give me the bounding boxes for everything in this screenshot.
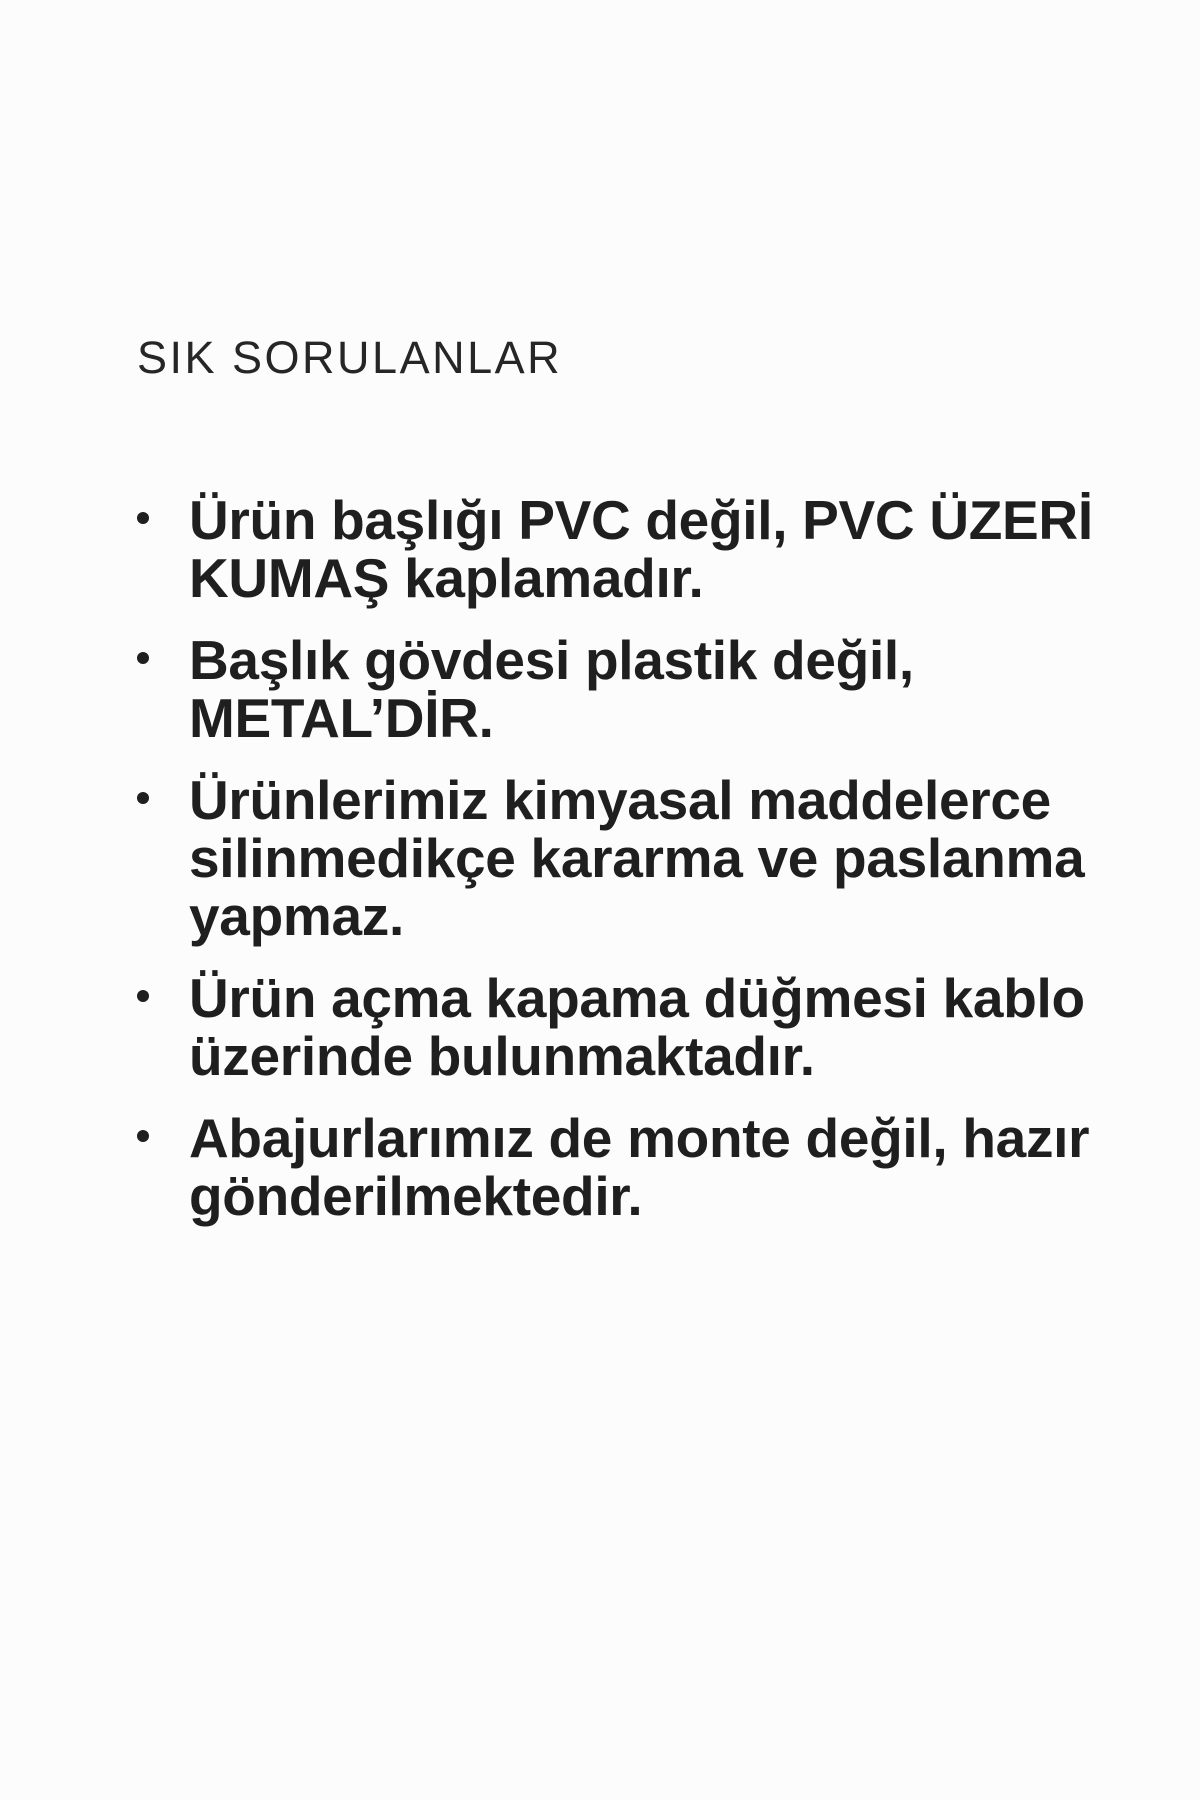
bullet-line: Ürünlerimiz kimyasal maddelerce <box>189 769 1051 831</box>
page-title: SIK SORULANLAR <box>137 332 563 383</box>
list-item <box>137 491 1157 607</box>
bullet-line: METAL’DİR. <box>189 687 494 749</box>
list-item <box>137 631 1157 747</box>
bullet-line: Ürün başlığı PVC değil, PVC ÜZERİ <box>189 489 1093 551</box>
bullet-line: silinmedikçe kararma ve paslanma <box>189 827 1085 889</box>
bullet-line: gönderilmektedir. <box>189 1165 643 1227</box>
bullet-line: üzerinde bulunmaktadır. <box>189 1025 815 1087</box>
bullet-icon <box>137 1130 149 1142</box>
bullet-line: Ürün açma kapama düğmesi kablo <box>189 967 1085 1029</box>
text-block <box>137 334 1157 1249</box>
faq-list <box>137 491 1157 1225</box>
list-item <box>137 1109 1157 1225</box>
bullet-icon <box>137 792 149 804</box>
list-item <box>137 771 1157 945</box>
bullet-line: Abajurlarımız de monte değil, hazır <box>189 1107 1090 1169</box>
bullet-icon <box>137 512 149 524</box>
bullet-icon <box>137 990 149 1002</box>
bullet-line: KUMAŞ kaplamadır. <box>189 547 704 609</box>
bullet-line: Başlık gövdesi plastik değil, <box>189 629 914 691</box>
bullet-line: yapmaz. <box>189 885 404 947</box>
list-item <box>137 969 1157 1085</box>
bullet-icon <box>137 652 149 664</box>
